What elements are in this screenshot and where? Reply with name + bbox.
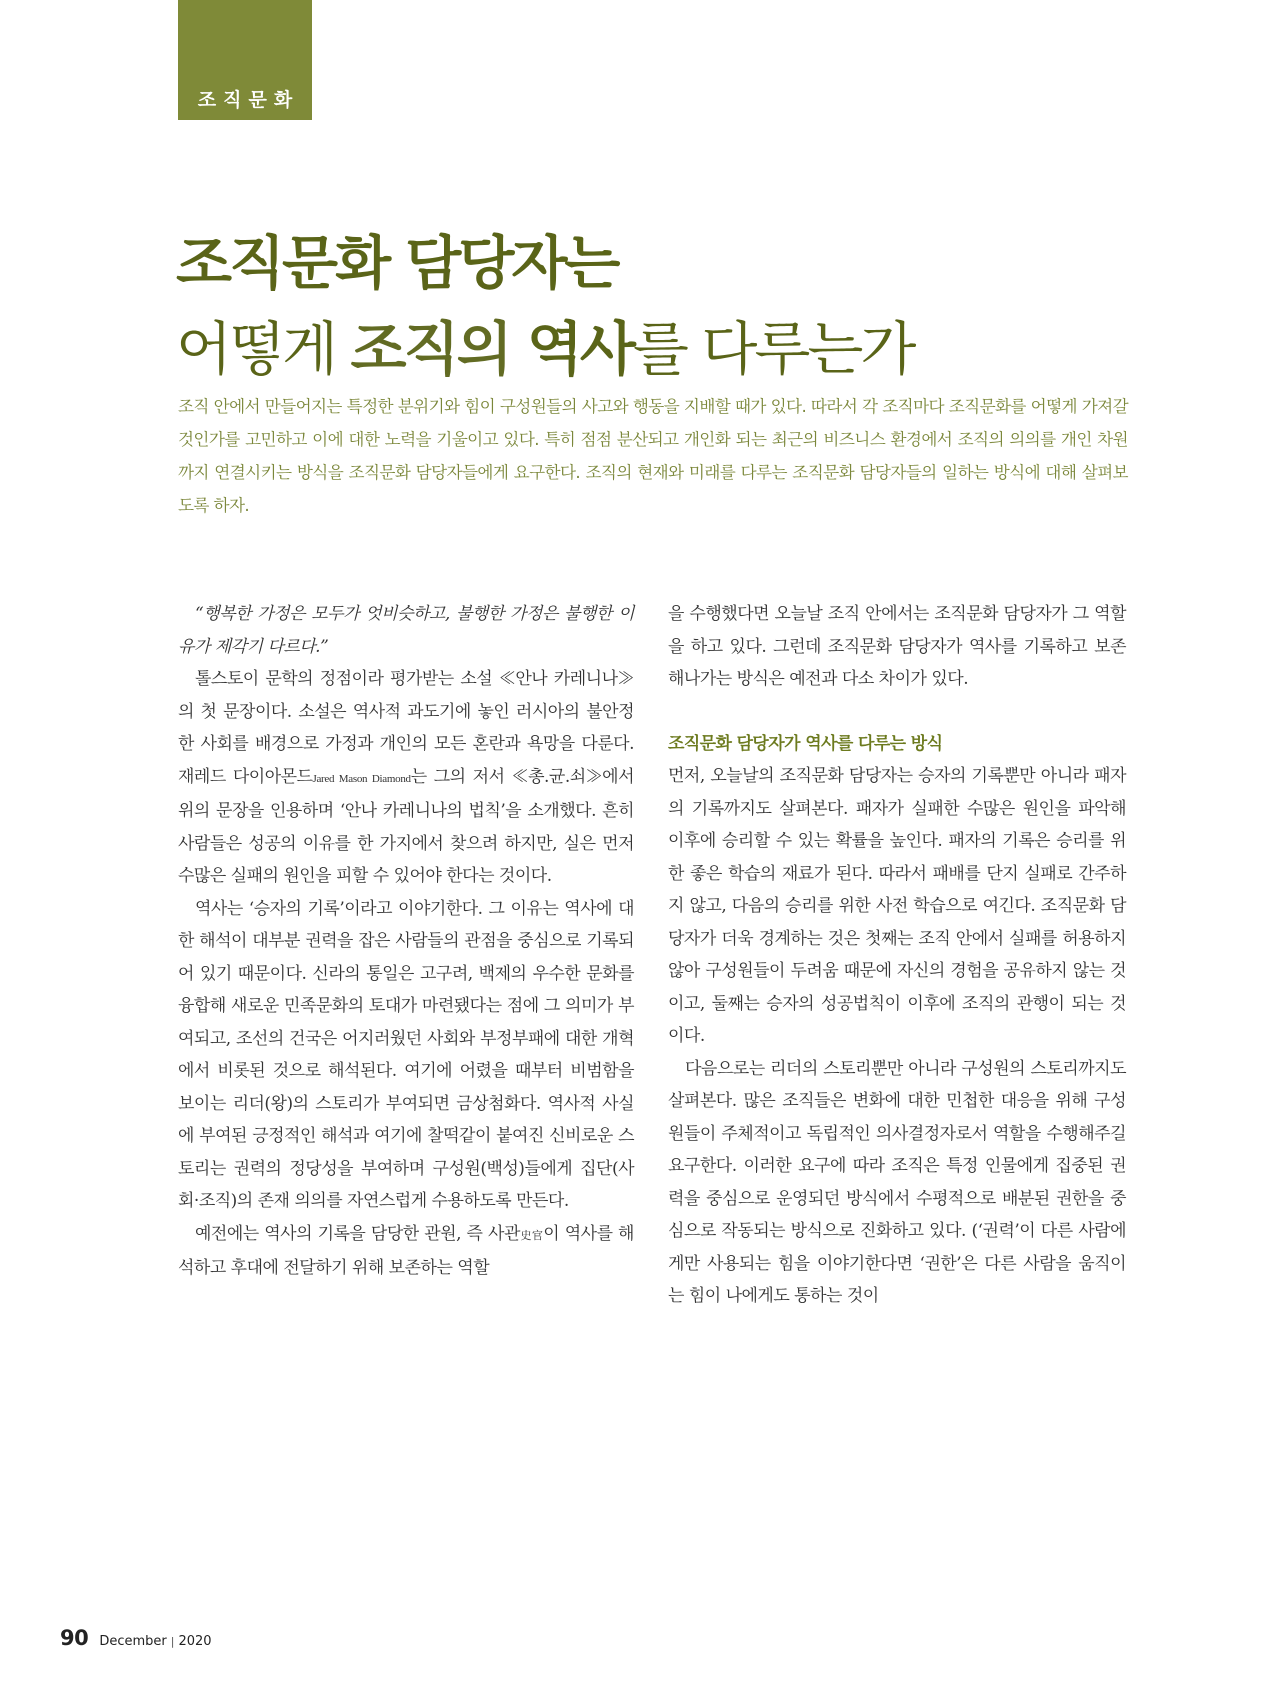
hanja-annotation: 史官 xyxy=(519,1229,544,1242)
body-paragraph: 먼저, 오늘날의 조직문화 담당자는 승자의 기록뿐만 아니라 패자의 기록까지도 살펴본다. 패자가 실패한 수많은 원인을 파악해 이후에 승리할 수 있는 확률을 높인다. 패자의 기록은 승리를 위한 좋은 학습의 재료가 된다. 따라서 패배를 단지 실패로 간주하지 않고, 다음의 승리를 위한 사전 학습으로 여긴다. 조직문화 담당자가 더욱 경계하는 것은 첫째는 조직 안에서 실패를 허용하지 않아 구성원들이 두려움 때문에 자신의 경험을 공유하지 않는 것이고, 둘째는 승자의 성공법칙이 이후에 조직의 관행이 되는 것이다. xyxy=(668,766,1126,1046)
body-column-right xyxy=(668,598,1126,1313)
section-subheading: 조직문화 담당자가 역사를 다루는 방식 xyxy=(668,733,943,754)
title-part: 조직의 xyxy=(350,315,527,383)
title-part: 어떻게 xyxy=(176,315,351,383)
text-run: 는 그의 저서 ≪총.균.쇠≫에서 위의 문장을 인용하며 ‘안나 카레니나의 법칙’을 소개했다. 흔히 사람들은 성공의 이유를 한 가지에서 찾으려 하지만, 실은 먼저 수많은 실패의 원인을 피할 수 있어야 한다는 것이다. xyxy=(178,766,634,886)
footer-separator: | xyxy=(170,1635,175,1648)
name-annotation: Jared Mason Diamond xyxy=(312,772,411,785)
article-title xyxy=(176,220,913,392)
title-line-2 xyxy=(176,306,913,392)
body-paragraph: 역사는 ‘승자의 기록’이라고 이야기한다. 그 이유는 역사에 대한 해석이 대부분 권력을 잡은 사람들의 관점을 중심으로 기록되어 있기 때문이다. 신라의 통일은 고구려, 백제의 우수한 문화를 융합해 새로운 민족문화의 토대가 마련됐다는 점에 그 의미가 부여되고, 조선의 건국은 어지러웠던 사회와 부정부패에 대한 개혁에서 비롯된 것으로 해석된다. 여기에 어렸을 때부터 비범함을 보이는 리더(왕)의 스토리가 부여되면 금상첨화다. 역사적 사실에 부여된 긍정적인 해석과 여기에 찰떡같이 붙여진 신비로운 스토리는 권력의 정당성을 부여하며 구성원(백성)들에게 집단(사회·조직)의 존재 의의를 자연스럽게 수용하도록 만든다. xyxy=(178,898,634,1211)
section-tab xyxy=(178,0,312,120)
lead-paragraph: 조직 안에서 만들어지는 특정한 분위기와 힘이 구성원들의 사고와 행동을 지배할 때가 있다. 따라서 각 조직마다 조직문화를 어떻게 가져갈 것인가를 고민하고 이에 대한 노력을 기울이고 있다. 특히 점점 분산되고 개인화 되는 최근의 비즈니스 환경에서 조직의 의의를 개인 차원까지 연결시키는 방식을 조직문화 담당자들에게 요구한다. 조직의 현재와 미래를 다루는 조직문화 담당자들의 일하는 방식에 대해 살펴보도록 하자. xyxy=(178,397,1128,515)
section-label: 조직문화 xyxy=(197,89,300,111)
text-run: 이 역사를 해석하고 후대에 전달하기 위해 보존하는 역할 xyxy=(178,1223,634,1278)
body-column-left xyxy=(178,598,634,1285)
text-run: 예전에는 역사의 기록을 담당한 관원, 즉 사관 xyxy=(195,1223,520,1244)
text-run: 톨스토이 문학의 정점이라 평가받는 소설 ≪안나 카레니나≫의 첫 문장이다. 소설은 역사적 과도기에 놓인 러시아의 불안정한 사회를 배경으로 가정과 개인의 모든 혼란과 욕망을 다룬다. 재레드 다이아몬드 xyxy=(178,669,634,787)
issue-year: 2020 xyxy=(178,1634,212,1649)
body-paragraph xyxy=(178,1218,634,1285)
title-line-1: 조직문화 담당자는 xyxy=(176,229,618,297)
title-part-emphasis: 역사 xyxy=(526,315,633,383)
title-part: 를 다루는가 xyxy=(632,315,914,383)
page-number: 90 xyxy=(60,1626,89,1650)
body-paragraph: 을 수행했다면 오늘날 조직 안에서는 조직문화 담당자가 그 역할을 하고 있다. 그런데 조직문화 담당자가 역사를 기록하고 보존해나가는 방식은 예전과 다소 차이가 있다. xyxy=(668,604,1126,689)
page-footer xyxy=(60,1626,212,1650)
opening-quote: “행복한 가정은 모두가 엇비슷하고, 불행한 가정은 불행한 이유가 제각기 다르다.” xyxy=(178,604,634,657)
body-paragraph xyxy=(178,663,634,893)
issue-month: December xyxy=(99,1634,167,1649)
body-paragraph: 다음으로는 리더의 스토리뿐만 아니라 구성원의 스토리까지도 살펴본다. 많은 조직들은 변화에 대한 민첩한 대응을 위해 구성원들이 주체적이고 독립적인 의사결정자로서 역할을 수행해주길 요구한다. 이러한 요구에 따라 조직은 특정 인물에게 집중된 권력을 중심으로 운영되던 방식에서 수평적으로 배분된 권한을 중심으로 작동되는 방식으로 진화하고 있다. (‘권력’이 다른 사람에게만 사용되는 힘을 이야기한다면 ‘권한’은 다른 사람을 움직이는 힘이 나에게도 통하는 것이 xyxy=(668,1058,1126,1306)
